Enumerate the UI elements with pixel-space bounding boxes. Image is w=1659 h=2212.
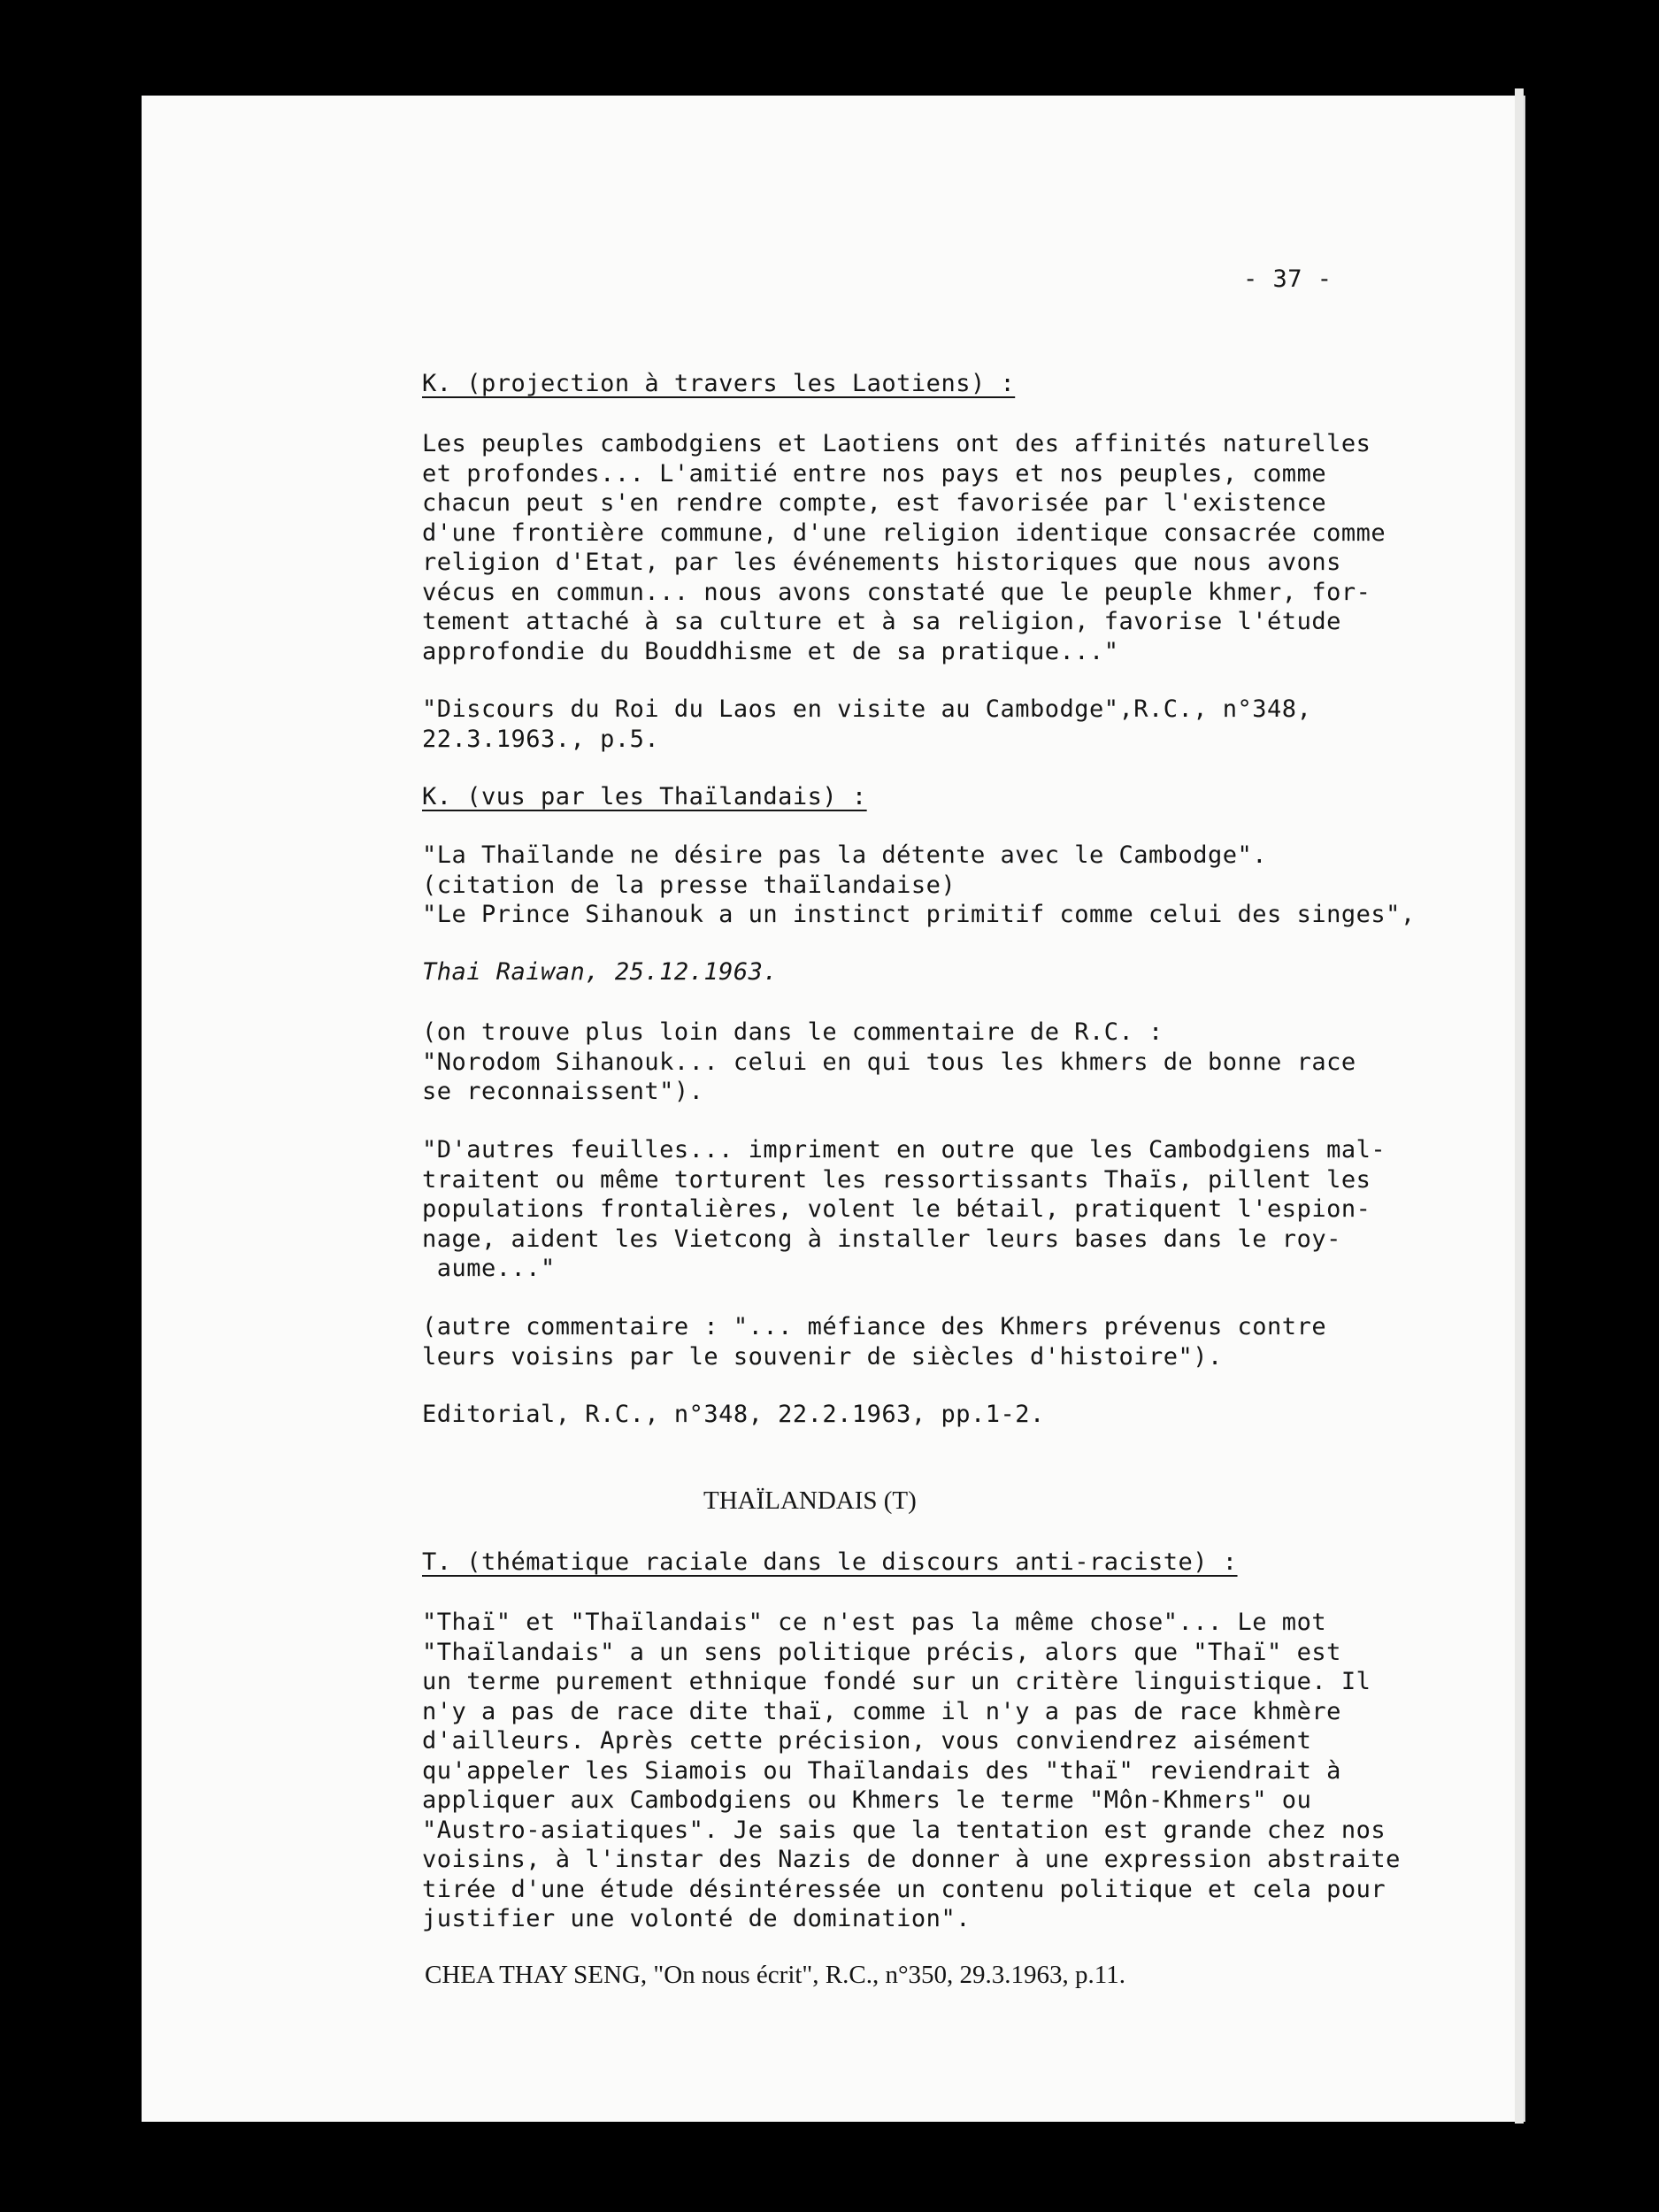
k-laotiens-heading: K. (projection à travers les Laotiens) :: [422, 370, 1016, 397]
k-quote-2: "D'autres feuilles... impriment en outre que les Cambodgiens mal- traitent ou même torturent les ressortissants Thaïs, pillent les populations frontalières, volent le bétail, pratiquent l'espion- nage, aident les Vietcong à installer leurs bases dans le roy- aume...": [422, 1136, 1386, 1282]
page-number: - 37 -: [1243, 265, 1333, 293]
k-comment-1: (on trouve plus loin dans le commentaire de R.C. : "Norodom Sihanouk... celui en qui tous les khmers de bonne race se reconnaissent").: [422, 1018, 1356, 1105]
k-thai-quote: "La Thaïlande ne désire pas la détente avec le Cambodge". (citation de la presse thaïlandaise) "Le Prince Sihanouk a un instinct primitif comme celui des singes",: [422, 841, 1416, 928]
k-laotiens-source: "Discours du Roi du Laos en visite au Cambodge",R.C., n°348, 22.3.1963., p.5.: [422, 695, 1312, 753]
section-title: THAÏLANDAIS (T): [703, 1486, 917, 1515]
k-laotiens-quote: Les peuples cambodgiens et Laotiens ont des affinités naturelles et profondes... L'amitié entre nos pays et nos peuples, comme chacun peut s'en rendre compte, est favorisée par l'existence d'une frontière commune, d'une religion identique consacrée comme religion d'Etat, par les événements historiques que nous avons vécus en commun... nous avons constaté que le peuple khmer, for- tement attaché à sa culture et à sa religion, favorise l'étude approfondie du Bouddhisme et de sa pratique...": [422, 430, 1386, 665]
t-heading: T. (thématique raciale dans le discours anti-raciste) :: [422, 1548, 1238, 1576]
k-comment-2: (autre commentaire : "... méfiance des Khmers prévenus contre leurs voisins par le souvenir de siècles d'histoire").: [422, 1313, 1327, 1371]
t-source-citation: CHEA THAY SENG, "On nous écrit", R.C., n°350, 29.3.1963, p.11.: [425, 1961, 1125, 1989]
page-edge: [1515, 88, 1524, 2124]
k-editorial-citation: Editorial, R.C., n°348, 22.2.1963, pp.1-2.: [422, 1401, 1045, 1428]
k-thai-heading: K. (vus par les Thaïlandais) :: [422, 783, 867, 810]
t-quote: "Thaï" et "Thaïlandais" ce n'est pas la même chose"... Le mot "Thaïlandais" a un sens politique précis, alors que "Thaï" est un terme purement ethnique fondé sur un critère linguistique. Il n'y a pas de race dite thaï, comme il n'y a pas de race khmère d'ailleurs. Après cette précision, vous conviendrez aisément qu'appeler les Siamois ou Thaïlandais des "thaï" reviendrait à appliquer aux Cambodgiens ou Khmers le terme "Môn-Khmers" ou "Austro-asiatiques". Je sais que la tentation est grande chez nos voisins, à l'instar des Nazis de donner à une expression abstraite tirée d'une étude désintéressée un contenu politique et cela pour justifier une volonté de domination".: [422, 1609, 1401, 1932]
k-thai-source: Thai Raiwan, 25.12.1963.: [422, 958, 779, 986]
